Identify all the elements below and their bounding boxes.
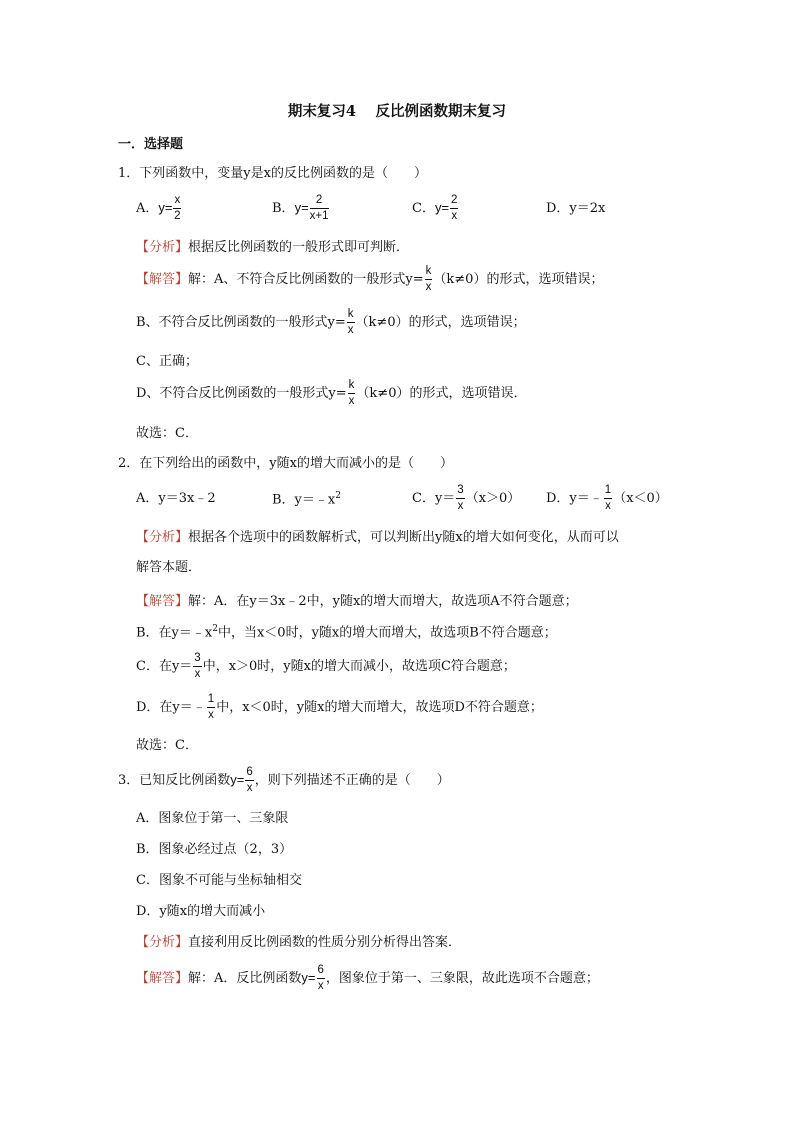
fraction: $\frac{k}{x}$ — [347, 308, 354, 336]
fraction: $\frac{1}{x}$ — [604, 484, 612, 512]
q1-choice: 故选：C． — [136, 426, 198, 441]
q2-option-c: C．y＝ $\frac{3}{x}$ （x＞0） — [412, 484, 521, 512]
q3-analysis: 【分析】直接利用反比例函数的性质分别分析得出答案． — [136, 935, 462, 950]
q3-option-b: B．图象必经过点（2，3） — [136, 842, 293, 857]
q2-answer-line-1: 【解答】解：A．在y＝3x﹣2中，y随x的增大而增大，故选项A不符合题意； — [136, 594, 578, 609]
fraction: $\frac{1}{x}$ — [207, 693, 215, 721]
fraction: $\frac{6}{x}$ — [317, 964, 324, 992]
fraction: $\frac{k}{x}$ — [425, 265, 432, 293]
q3-stem: 3．已知反比例函数y= $\frac{6}{x}$ ，则下列描述不正确的是（ ） — [118, 766, 450, 794]
q2-analysis-line-2: 解答本题． — [136, 560, 202, 575]
q2-option-b: B．$y=﹣x^2$ — [272, 491, 341, 508]
section-heading: 一．选择题 — [118, 137, 184, 152]
q1-option-c: C．y= $\frac{2}{x}$ — [412, 194, 458, 222]
fraction: $\frac{3}{x}$ — [194, 652, 201, 680]
fraction: $\frac{k}{x}$ — [348, 379, 355, 407]
q3-option-a: A．图象位于第一、三象限 — [136, 811, 289, 826]
q1-stem: 1．下列函数中，变量y是x的反比例函数的是（ ） — [118, 166, 427, 181]
fraction: $\frac{2}{x}$ — [451, 194, 458, 222]
fraction: $\frac{6}{x}$ — [246, 766, 253, 794]
q1-answer-line-1: 【解答】解：A、不符合反比例函数的一般形式y= $\frac{k}{x}$ （k≠0）的形式，选项错误； — [136, 265, 604, 293]
q1-option-b: B．y= $\frac{2}{x+1}$ — [272, 194, 329, 222]
q3-option-c: C．图象不可能与坐标轴相交 — [136, 873, 302, 888]
q2-analysis-line-1: 【分析】根据各个选项中的函数解析式，可以判断出y随x的增大如何变化，从而可以 — [136, 530, 619, 545]
q1-option-a: A．y= $\frac{x}{2}$ — [136, 194, 181, 222]
q2-choice: 故选：C． — [136, 738, 198, 753]
q2-stem: 2．在下列给出的函数中，y随x的增大而减小的是（ ） — [118, 456, 453, 471]
q2-answer-line-3: C．在y＝ $\frac{3}{x}$ 中，x＞0时，y随x的增大而减小，故选项C符合题意； — [136, 652, 516, 680]
q1-option-d: D．y＝2x — [546, 201, 606, 216]
fraction: $\frac{x}{2}$ — [174, 194, 181, 222]
q2-answer-line-2: B．在$y=﹣x^2$中，当x＜0时，y随x的增大而增大，故选项B不符合题意； — [136, 624, 557, 641]
q1-answer-line-2: B、不符合反比例函数的一般形式y= $\frac{k}{x}$ （k≠0）的形式，选项错误； — [136, 308, 526, 336]
fraction: $\frac{3}{x}$ — [457, 484, 464, 512]
q1-answer-line-3: C、正确； — [136, 354, 198, 369]
fraction: $\frac{2}{x+1}$ — [309, 194, 329, 222]
page-title: 期末复习4 反比例函数期末复习 — [287, 103, 507, 120]
q2-answer-line-4: D．在y＝﹣ $\frac{1}{x}$ 中，x＜0时，y随x的增大而增大，故选项D不符合题意； — [136, 693, 543, 721]
q1-answer-line-4: D、不符合反比例函数的一般形式y= $\frac{k}{x}$ （k≠0）的形式，选项错误． — [136, 379, 527, 407]
q3-answer-line-1: 【解答】解：A．反比例函数y= $\frac{6}{x}$ ，图象位于第一、三象限，故此选项不合题意； — [136, 964, 599, 992]
q1-analysis: 【分析】根据反比例函数的一般形式即可判断． — [136, 240, 410, 255]
q2-option-d: D．y＝﹣ $\frac{1}{x}$ （x＜0） — [546, 484, 668, 512]
q2-option-a: A．y＝3x﹣2 — [136, 491, 216, 506]
q3-option-d: D．y随x的增大而减小 — [136, 904, 266, 919]
